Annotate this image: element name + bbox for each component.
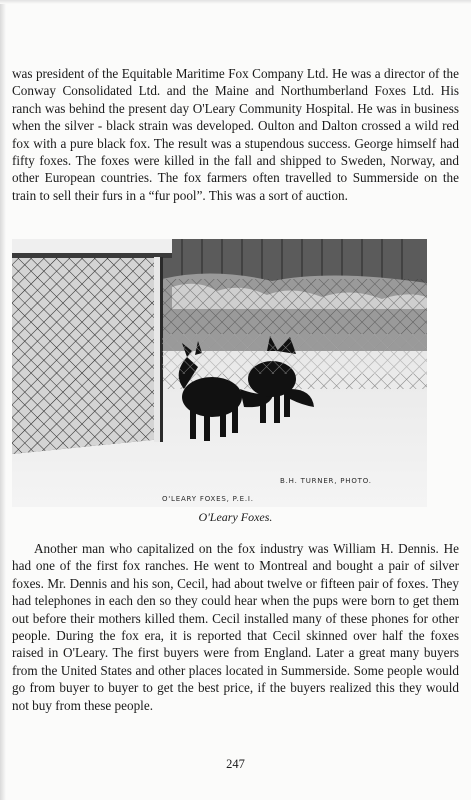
photo-caption: O'Leary Foxes.: [198, 510, 273, 524]
photographer-credit: B.H. TURNER, PHOTO.: [280, 477, 372, 485]
wire-cage: [12, 239, 172, 454]
scan-shadow-left: [0, 0, 6, 800]
body-paragraph-bottom: Another man who capitalized on the fox industry was William H. Dennis. He had one of the first fox ranches. He went to Montreal and bought a pair of silver foxes. Mr. Dennis and his son, Cecil, had about twelve or fifteen pair of foxes. They had telephones in each den so they could hear when the pups were born to get them out before their mothers killed them. Cecil installed many of these phones for other people. During the fox era, it is reported that Cecil skinned over half the foxes raised in O'Leary. The first buyers were from England. Later a great many buyers from the United States and other places located in Summerside. Some people would go from buyer to buyer to get the best price, if the buyers realized this they would not buy from these people.: [12, 541, 459, 713]
body-paragraph-top: was president of the Equitable Maritime Fox Company Ltd. He was a director of the Conway Consolidated Ltd. and the Maine and Northumberland Foxes Ltd. His ranch was behind the present day O'Leary Community Hospital. He was in business when the silver - black strain was developed. Oulton and Dalton crossed a wild red fox with a pure black fox. The result was a stupendous success. George himself had fifty foxes. The foxes were killed in the fall and shipped to Sweden, Norway, and other European countries. The fox farmers often travelled to Summerside on the train to sell their furs in a “fur pool”. This was a sort of auction.: [12, 66, 459, 203]
fox-ranch-photo: [12, 239, 427, 507]
page-number: 247: [226, 757, 245, 771]
photo-printed-title: O'LEARY FOXES, P.E.I.: [162, 495, 254, 503]
scan-shadow-top: [0, 0, 471, 4]
